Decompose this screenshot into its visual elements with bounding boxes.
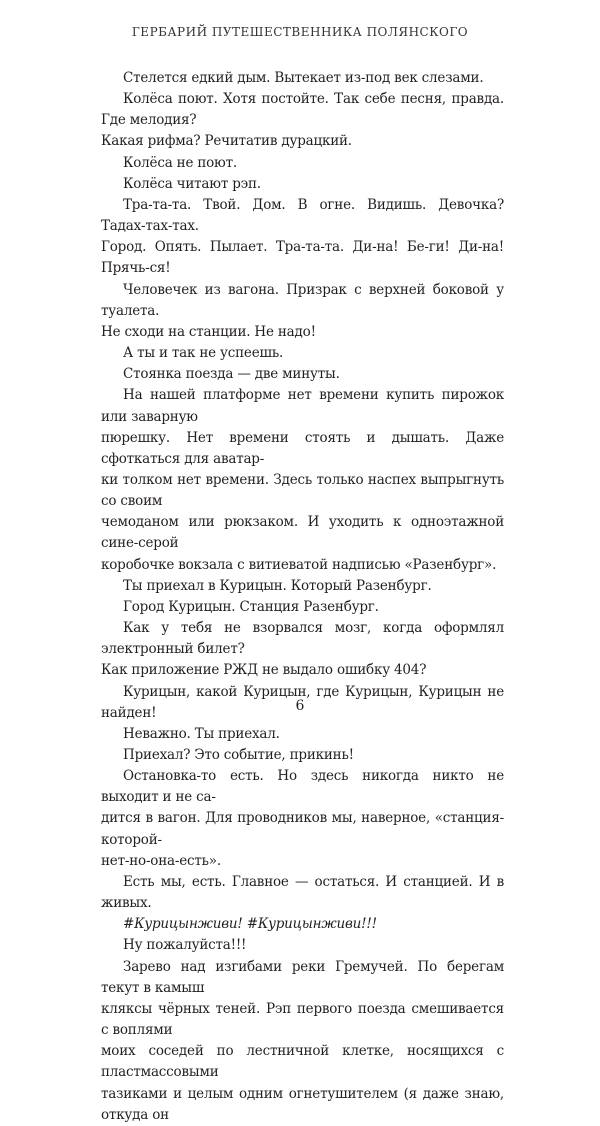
paragraph: Зарево над изгибами реки Гремучей. По берегам текут в камыш кляксы чёрных теней. Рэп первого поезда смешивается с воплями моих соседей по лестничной клетке, носящихся с пластмассовыми тазиками и целым одним огнетушителем (я даже знаю, откуда он — [101, 958, 504, 1123]
page-number: 6 — [295, 698, 305, 714]
paragraph: Колёса читают рэп. — [123, 175, 261, 192]
paragraph: Тра-та-та. Твой. Дом. В огне. Видишь. Девочка? Тадах-тах-тах. Город. Опять. Пылает. Тра-та-та. Ди-на! Бе-ги! Ди-на! Прячь-ся! — [101, 196, 504, 277]
running-header: ГЕРБАРИЙ ПУТЕШЕСТВЕННИКА ПОЛЯНСКОГО — [131, 25, 469, 39]
paragraph: А ты и так не успеешь. — [123, 345, 284, 362]
paragraph: Стелется едкий дым. Вытекает из-под век слезами. — [123, 70, 484, 86]
paragraph: Как у тебя не взорвался мозг, когда оформлял электронный билет? Как приложение РЖД не выдало ошибку 404? — [101, 620, 504, 679]
paragraph: Колёса не поют. — [123, 154, 237, 171]
hashtag-line: #Курицынживи! #Курицынживи!!! — [123, 916, 377, 933]
paragraph: Стоянка поезда — две минуты. — [123, 366, 340, 383]
paragraph: Остановка-то есть. Но здесь никогда никто не выходит и не са- дится в вагон. Для проводников мы, наверное, «станция-которой- нет-но-она-есть». — [101, 768, 504, 869]
paragraph: На нашей платформе нет времени купить пирожок или заварную пюрешку. Нет времени стоять и дышать. Даже сфоткаться для аватар- ки толком нет времени. Здесь только наспех выпрыгнуть со своим чемоданом или рюкзаком. И уходить к одноэтажной сине-серой коробочке вокзала с витиеватой надписью «Разенбург». — [101, 387, 504, 573]
paragraph: Город Курицын. Станция Разенбург. — [123, 598, 379, 615]
paragraph: Ты приехал в Курицын. Который Разенбург. — [123, 577, 432, 594]
paragraph: Приехал? Это событие, прикинь! — [123, 747, 354, 763]
paragraph: Неважно. Ты приехал. — [123, 725, 280, 742]
paragraph: Есть мы, есть. Главное — остаться. И станцией. И в живых. — [101, 873, 504, 912]
paragraph: Ну пожалуйста!!! — [123, 937, 247, 954]
paragraph: Курицын, какой Курицын, где Курицын, Курицын не найден! — [101, 683, 504, 721]
body-text — [101, 68, 504, 1126]
paragraph: Колёса поют. Хотя постойте. Так себе песня, правда. Где мелодия? Какая рифма? Речитатив дурацкий. — [101, 91, 504, 150]
paragraph: Человечек из вагона. Призрак с верхней боковой у туалета. Не сходи на станции. Не надо! — [101, 281, 504, 340]
